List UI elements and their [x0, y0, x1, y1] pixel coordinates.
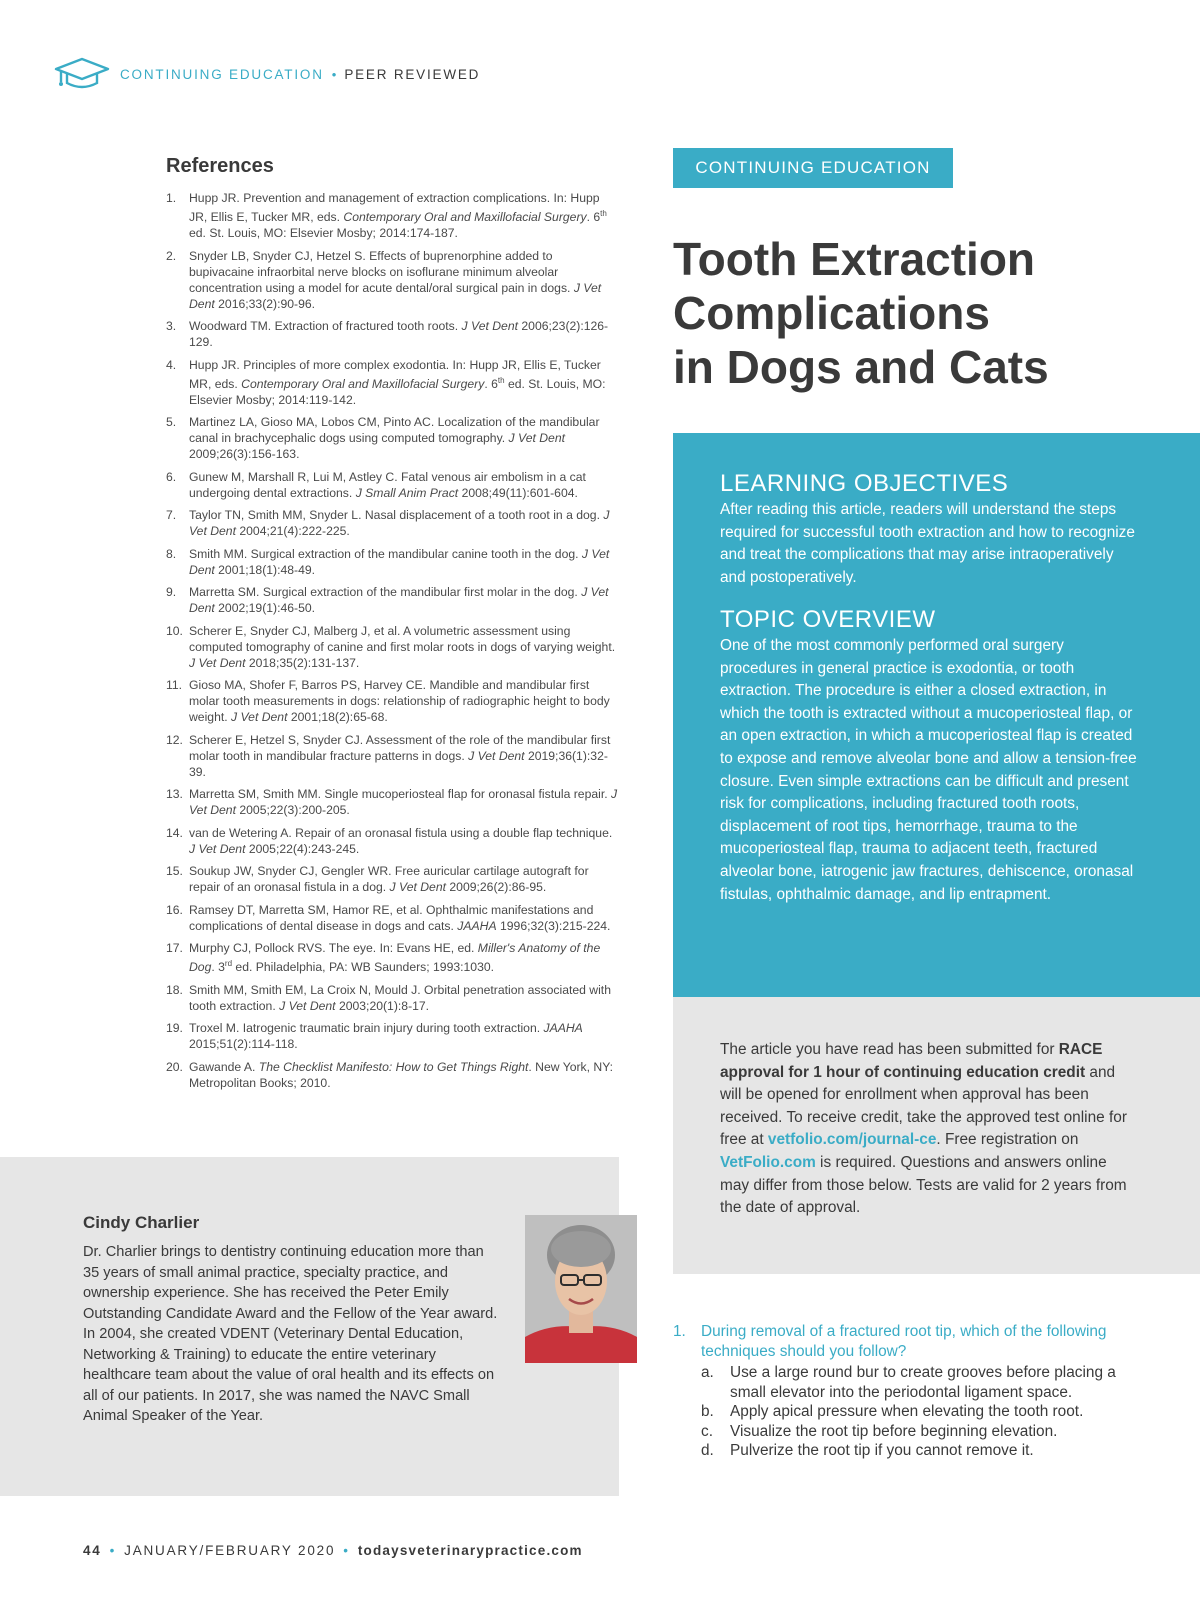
reference-item — [166, 248, 621, 312]
reference-text: Marretta SM. Surgical extraction of the mandibular first molar in the dog. J Vet Dent 2002;19(1):46-50. — [189, 585, 609, 616]
race-text-part: . Free registration on — [936, 1131, 1079, 1149]
title-line: in Dogs and Cats — [673, 341, 1049, 393]
reference-item — [166, 507, 621, 539]
reference-number: 13. — [166, 787, 183, 802]
reference-text: Soukup JW, Snyder CJ, Gengler WR. Free auricular cartilage autograft for repair of an oronasal fistula in a dog. J Vet Dent 2009;26(2):86-95. — [189, 864, 589, 895]
reference-number: 1. — [166, 191, 177, 205]
reference-number: 11. — [166, 678, 183, 693]
option-text: Use a large round bur to create grooves before placing a small elevator into the periodontal ligament space. — [730, 1364, 1116, 1401]
reference-text: Martinez LA, Gioso MA, Lobos CM, Pinto AC. Localization of the mandibular canal in brachycephalic dogs using computed tomography. J Vet Dent 2009;26(3):156-163. — [189, 415, 600, 462]
reference-item — [166, 1059, 621, 1091]
journal-ce-link[interactable]: vetfolio.com/journal-ce — [767, 1131, 937, 1149]
reference-number: 6. — [166, 469, 177, 484]
website-link[interactable]: todaysveterinarypractice.com — [357, 1543, 583, 1558]
topic-overview-text: One of the most commonly performed oral surgery procedures in general practice is exodontia, or tooth extraction. The procedure is either a closed extraction, in which the tooth is extracted without a mucoperiosteal flap, or an open extraction, in which a mucoperiosteal flap is created to expose and remove alveolar bone and allow a tension-free closure. Even simple extractions can be difficult and present risk for complications, including fractured tooth roots, displacement of root tips, hemorrhage, trauma to the mucoperiosteal flap, trauma to adjacent teeth, fractured alveolar bone, iatrogenic jaw fractures, dehiscence, oronasal fistulas, ophthalmic damage, and lip entrapment. — [720, 637, 1137, 903]
reference-number: 15. — [166, 864, 183, 879]
page-number: 44 — [83, 1543, 102, 1558]
references-title: References — [166, 155, 274, 177]
reference-item — [166, 190, 621, 241]
option-text: Visualize the root tip before beginning elevation. — [730, 1422, 1058, 1440]
reference-item — [166, 982, 621, 1014]
reference-text: Gunew M, Marshall R, Lui M, Astley C. Fatal venous air embolism in a cat undergoing dental extractions. J Small Anim Pract 2008;49(11):601-604. — [189, 469, 586, 500]
reference-number: 9. — [166, 585, 177, 600]
reference-text: Scherer E, Snyder CJ, Malberg J, et al. A volumetric assessment using computed tomography of canine and first molar roots in dogs of varying weight. J Vet Dent 2018;35(2):131-137. — [189, 623, 616, 670]
author-bio: Dr. Charlier brings to dentistry continuing education more than 35 years of small animal practice, specialty practice, and ownership experience. She has received the Peter Emily Outstanding Candidate Award and the Fellow of the Year award. In 2004, she created VDENT (Veterinary Dental Education, Networking & Training) to educate the entire veterinary healthcare team about the value of oral health and its effects on all of our patients. In 2017, she was named the NAVC Small Animal Speaker of the Year. — [83, 1244, 498, 1424]
reference-text: Gioso MA, Shofer F, Barros PS, Harvey CE. Mandible and mandibular first molar tooth measurements in dogs: relationship of radiographic height to body weight. J Vet Dent 2001;18(2):65-68. — [189, 678, 610, 725]
reference-item — [166, 732, 621, 780]
reference-item — [166, 902, 621, 934]
reference-item — [166, 318, 621, 350]
reference-text: Troxel M. Iatrogenic traumatic brain injury during tooth extraction. JAAHA 2015;51(2):114-118. — [189, 1021, 583, 1052]
footer-separator: • — [343, 1543, 350, 1558]
author-portrait-icon — [525, 1215, 637, 1363]
reference-item — [166, 863, 621, 895]
option-letter: d. — [701, 1442, 714, 1459]
reference-text: Smith MM, Smith EM, La Croix N, Mould J. Orbital penetration associated with tooth extraction. J Vet Dent 2003;20(1):8-17. — [189, 982, 611, 1013]
quiz-option[interactable] — [673, 1402, 1138, 1422]
quiz-options — [673, 1363, 1138, 1461]
reference-text: Ramsey DT, Marretta SM, Hamor RE, et al. Ophthalmic manifestations and complications of dental disease in dogs and cats. JAAHA 1996;32(3):215-224. — [189, 902, 611, 933]
reference-number: 19. — [166, 1021, 183, 1036]
author-photo — [525, 1215, 637, 1363]
learning-objectives-text: After reading this article, readers will understand the steps required for successful tooth extraction and how to recognize and treat the complications that may arise intraoperatively and postoperatively. — [720, 501, 1135, 586]
reference-item — [166, 677, 621, 725]
topic-overview-heading: TOPIC OVERVIEW — [720, 606, 936, 633]
header-section: CONTINUING EDUCATION — [120, 66, 324, 82]
reference-number: 8. — [166, 546, 177, 561]
option-letter: a. — [701, 1364, 714, 1381]
reference-item — [166, 786, 621, 818]
issue-date: JANUARY/FEBRUARY 2020 — [124, 1543, 336, 1558]
reference-number: 18. — [166, 982, 183, 997]
reference-number: 12. — [166, 732, 183, 747]
quiz-option[interactable] — [673, 1441, 1138, 1461]
reference-item — [166, 469, 621, 501]
quiz-option[interactable] — [673, 1363, 1138, 1402]
reference-item — [166, 940, 621, 975]
references-list — [166, 190, 621, 1091]
reference-item — [166, 414, 621, 462]
reference-number: 17. — [166, 941, 183, 956]
reference-text: Taylor TN, Smith MM, Snyder L. Nasal displacement of a tooth root in a dog. J Vet Dent 2004;21(4):222-225. — [189, 508, 610, 539]
reference-number: 2. — [166, 248, 177, 263]
option-letter: b. — [701, 1403, 714, 1420]
reference-number: 7. — [166, 508, 177, 523]
reference-item — [166, 1020, 621, 1052]
question-text: During removal of a fractured root tip, which of the following techniques should you follow? — [701, 1323, 1107, 1360]
reference-number: 5. — [166, 415, 177, 430]
reference-number: 10. — [166, 623, 183, 638]
header-separator: • — [331, 66, 337, 82]
title-line: Tooth Extraction — [673, 233, 1036, 285]
reference-text: Hupp JR. Prevention and management of extraction complications. In: Hupp JR, Ellis E, Tucker MR, eds. Contemporary Oral and Maxillofacial Surgery. 6th ed. St. Louis, MO: Elsevier Mosby; 2014:174-187. — [189, 191, 607, 241]
reference-item — [166, 357, 621, 408]
option-text: Pulverize the root tip if you cannot remove it. — [730, 1442, 1034, 1459]
reference-text: van de Wetering A. Repair of an oronasal fistula using a double flap technique. J Vet Dent 2005;22(4):243-245. — [189, 825, 613, 856]
quiz-option[interactable] — [673, 1422, 1138, 1442]
reference-text: Scherer E, Hetzel S, Snyder CJ. Assessment of the role of the mandibular first molar tooth in mandibular fracture patterns in dogs. J Vet Dent 2019;36(1):32-39. — [189, 732, 611, 779]
race-text — [720, 1039, 1130, 1220]
graduation-cap-icon — [54, 56, 110, 92]
references-section — [166, 155, 621, 1097]
reference-text: Snyder LB, Snyder CJ, Hetzel S. Effects of buprenorphine added to bupivacaine infraorbital nerve blocks on isoflurane minimum alveolar concentration using a model for acute dental/oral surgical pain in dogs. J Vet Dent 2016;33(2):90-96. — [189, 248, 602, 311]
race-text-part: and will be opened for enrollment when approval has been received. To receive credit, take the approved test online for free at — [720, 1063, 1127, 1149]
question-number: 1. — [673, 1323, 686, 1340]
reference-item — [166, 584, 621, 616]
reference-text: Smith MM. Surgical extraction of the mandibular canine tooth in the dog. J Vet Dent 2001;18(1):48-49. — [189, 546, 610, 577]
reference-number: 3. — [166, 319, 177, 334]
reference-item — [166, 546, 621, 578]
race-approval-text: RACE approval for 1 hour of continuing education credit — [720, 1041, 1103, 1081]
page-header — [54, 54, 480, 94]
footer-separator: • — [109, 1543, 117, 1558]
article-title — [673, 232, 1173, 394]
quiz-section — [673, 1322, 1138, 1461]
reference-number: 14. — [166, 825, 183, 840]
title-line: Complications — [673, 287, 990, 339]
reference-number: 16. — [166, 902, 183, 917]
reference-number: 4. — [166, 357, 177, 372]
page-footer — [83, 1543, 583, 1558]
quiz-question — [673, 1322, 1138, 1361]
reference-item — [166, 825, 621, 857]
author-name: Cindy Charlier — [83, 1213, 200, 1232]
race-text-part: The article you have read has been submitted for — [720, 1041, 1059, 1058]
header-type: PEER REVIEWED — [344, 66, 481, 82]
reference-text: Woodward TM. Extraction of fractured tooth roots. J Vet Dent 2006;23(2):126-129. — [189, 319, 609, 350]
reference-text: Marretta SM, Smith MM. Single mucoperiosteal flap for oronasal fistula repair. J Vet Dent 2005;22(3):200-205. — [189, 787, 618, 818]
option-text: Apply apical pressure when elevating the tooth root. — [730, 1403, 1084, 1420]
learning-objectives-heading: LEARNING OBJECTIVES — [720, 470, 1009, 497]
continuing-education-tag: CONTINUING EDUCATION — [673, 148, 953, 188]
reference-item — [166, 623, 621, 671]
vetfolio-link[interactable]: VetFolio.com — [720, 1153, 816, 1171]
reference-text: Murphy CJ, Pollock RVS. The eye. In: Evans HE, ed. Miller's Anatomy of the Dog. 3rd ed. Philadelphia, PA: WB Saunders; 1993:1030. — [189, 941, 601, 975]
option-letter: c. — [701, 1422, 713, 1440]
race-text-part: is required. Questions and answers online may differ from those below. Tests are valid for 2 years from the date of approval. — [720, 1153, 1127, 1217]
reference-text: Hupp JR. Principles of more complex exodontia. In: Hupp JR, Ellis E, Tucker MR, eds. Contemporary Oral and Maxillofacial Surgery. 6th ed. St. Louis, MO: Elsevier Mosby; 2014:119-142. — [189, 357, 606, 407]
reference-number: 20. — [166, 1059, 183, 1074]
reference-text: Gawande A. The Checklist Manifesto: How to Get Things Right. New York, NY: Metropolitan Books; 2010. — [189, 1059, 614, 1090]
